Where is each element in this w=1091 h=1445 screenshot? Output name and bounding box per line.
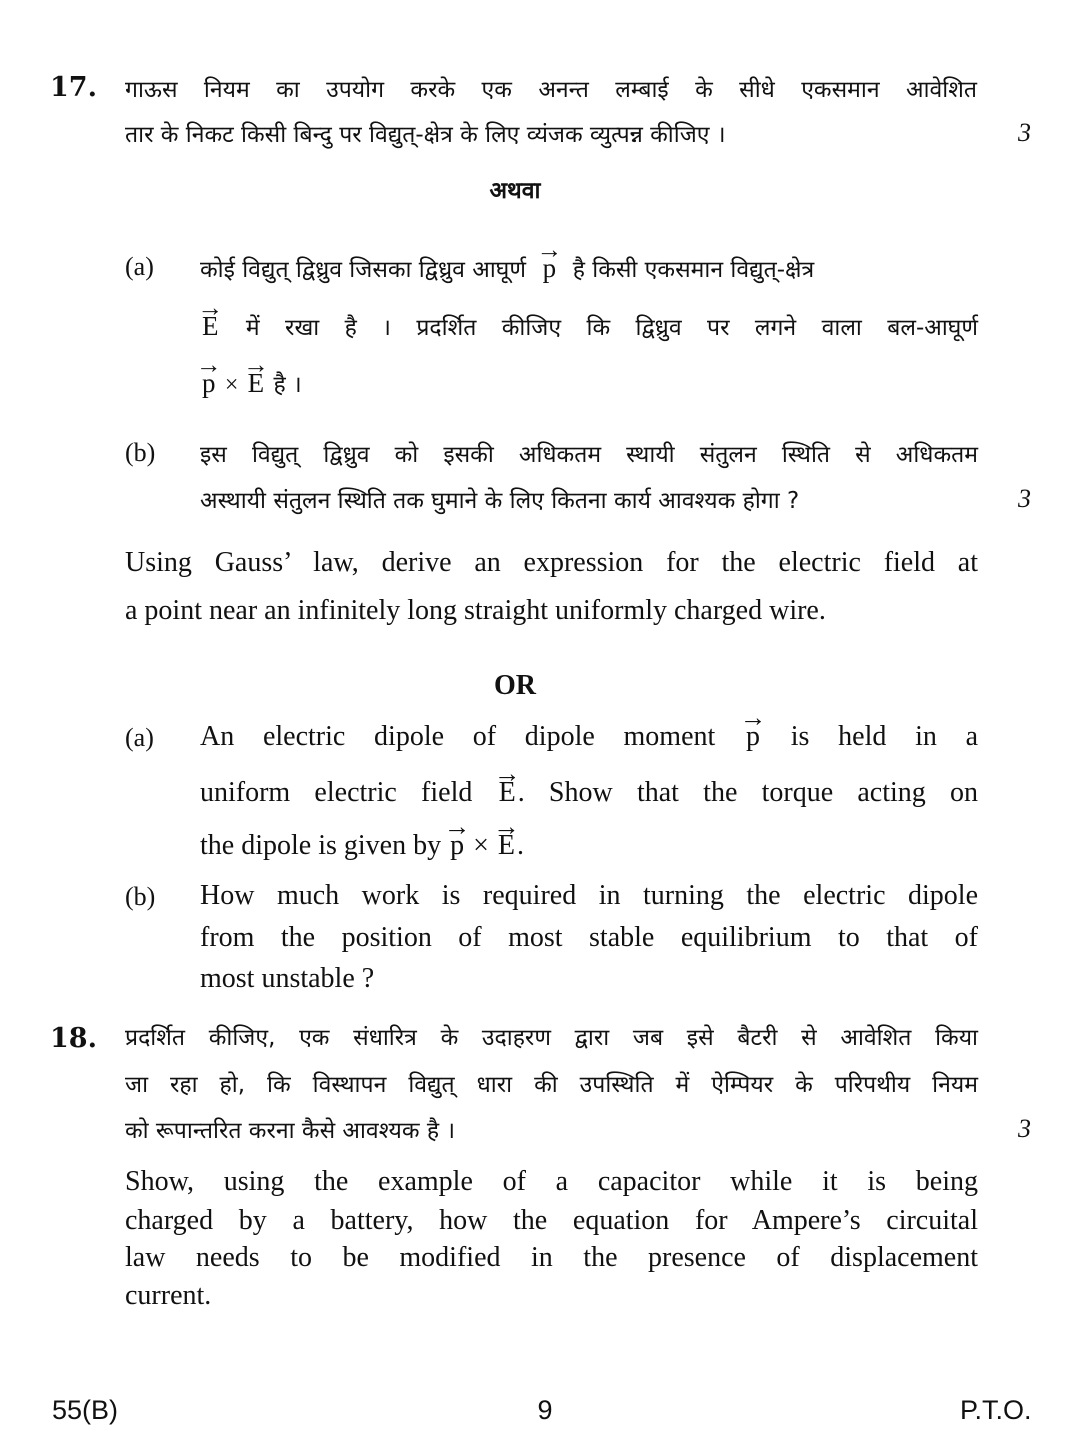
q18-english-line-4: current. [125, 1280, 212, 1311]
footer-page-number: 9 [537, 1395, 553, 1425]
q17-hindi-a-line-1 [200, 252, 978, 284]
vector-E-symbol: → E [200, 311, 221, 342]
q17-hindi-a-line-2 [200, 310, 978, 342]
q17-hindi-a-line3-post: है । [273, 372, 302, 398]
q18-marks: 3 [1018, 1114, 1031, 1143]
q17-hindi-b-line-2: अस्थायी संतुलन स्थिति तक घुमाने के लिए कितना कार्य आवश्यक होगा ? [200, 488, 800, 514]
q18-english-line-3: law needs to be modified in the presence of displacement [125, 1242, 978, 1273]
q17-english-or-heading: OR [494, 670, 536, 701]
q17-hindi-a-line1-post: है किसी एकसमान विद्युत्-क्षेत्र [572, 257, 815, 283]
cross-product-symbol: × [473, 830, 489, 861]
q17-hindi-a-line2-text: में रखा है । प्रदर्शित कीजिए कि द्विध्रुव पर लगने वाला बल-आघूर्ण [245, 315, 979, 341]
q17-english-b-line-1: How much work is required in turning the electric dipole [200, 880, 978, 911]
q17-marks-1: 3 [1018, 118, 1031, 147]
q18-english-line-1: Show, using the example of a capacitor while it is being [125, 1166, 978, 1197]
vector-p-symbol: → p [200, 368, 218, 399]
q17-english-b-label: (b) [125, 882, 156, 911]
q18-english-line-2: charged by a battery, how the equation for Ampere’s circuital [125, 1205, 978, 1236]
q18-hindi-line-2: जा रहा हो, कि विस्थापन विद्युत् धारा की उपस्थिति में ऐम्पियर के परिपथीय नियम [125, 1072, 978, 1098]
q17-marks-2: 3 [1018, 484, 1031, 513]
period: . [516, 830, 524, 861]
q17-en-a-line3-pre: the dipole is given by [200, 830, 442, 861]
q17-en-a-line2-post: . Show that the torque acting on [517, 777, 979, 808]
q17-hindi-a-line-3 [200, 367, 978, 399]
q17-english-a-label: (a) [125, 723, 154, 752]
vector-p-symbol: → p [448, 830, 466, 862]
question-18-number: 18. [50, 1023, 97, 1054]
q17-english-line-1: Using Gauss’ law, derive an expression for the electric field at [125, 547, 978, 578]
q18-hindi-line-3: को रूपान्तरित करना कैसे आवश्यक है । [125, 1118, 456, 1144]
q17-english-a-line-1 [200, 721, 978, 753]
vector-E-symbol: → E [497, 777, 518, 809]
vector-p-symbol: → p [744, 721, 762, 753]
footer-pto: P.T.O. [960, 1395, 1032, 1425]
q17-english-b-line-3: most unstable ? [200, 963, 375, 994]
q17-hindi-b-label: (b) [125, 438, 156, 467]
vector-E-symbol: → E [496, 830, 517, 862]
q17-english-a-line-3 [200, 830, 978, 862]
footer-paper-code: 55(B) [52, 1395, 119, 1425]
q17-en-a-line1-post: is held in a [790, 721, 979, 752]
question-17-number: 17. [50, 72, 97, 103]
q17-hindi-a-label: (a) [125, 252, 154, 281]
q17-english-a-line-2 [200, 777, 978, 809]
q17-hindi-line-1: गाऊस नियम का उपयोग करके एक अनन्त लम्बाई के सीधे एकसमान आवेशित [125, 77, 977, 103]
q17-en-a-line2-pre: uniform electric field [200, 777, 473, 808]
q17-english-line-2: a point near an infinitely long straight uniformly charged wire. [125, 595, 826, 626]
q17-hindi-a-line1-pre: कोई विद्युत् द्विध्रुव जिसका द्विध्रुव आघूर्ण [200, 257, 526, 283]
cross-product-symbol: × [224, 372, 239, 398]
q17-hindi-line-2: तार के निकट किसी बिन्दु पर विद्युत्-क्षेत्र के लिए व्यंजक व्युत्पन्न कीजिए । [125, 122, 726, 148]
q17-hindi-or-heading: अथवा [489, 178, 541, 204]
vector-p-symbol: → p [541, 253, 559, 284]
q17-english-b-line-2: from the position of most stable equilibrium to that of [200, 922, 978, 953]
q17-en-a-line1-pre: An electric dipole of dipole moment [200, 721, 716, 752]
vector-E-symbol: → E [246, 368, 267, 399]
q17-hindi-b-line-1: इस विद्युत् द्विध्रुव को इसकी अधिकतम स्थायी संतुलन स्थिति से अधिकतम [200, 442, 978, 468]
q18-hindi-line-1: प्रदर्शित कीजिए, एक संधारित्र के उदाहरण द्वारा जब इसे बैटरी से आवेशित किया [125, 1025, 978, 1051]
